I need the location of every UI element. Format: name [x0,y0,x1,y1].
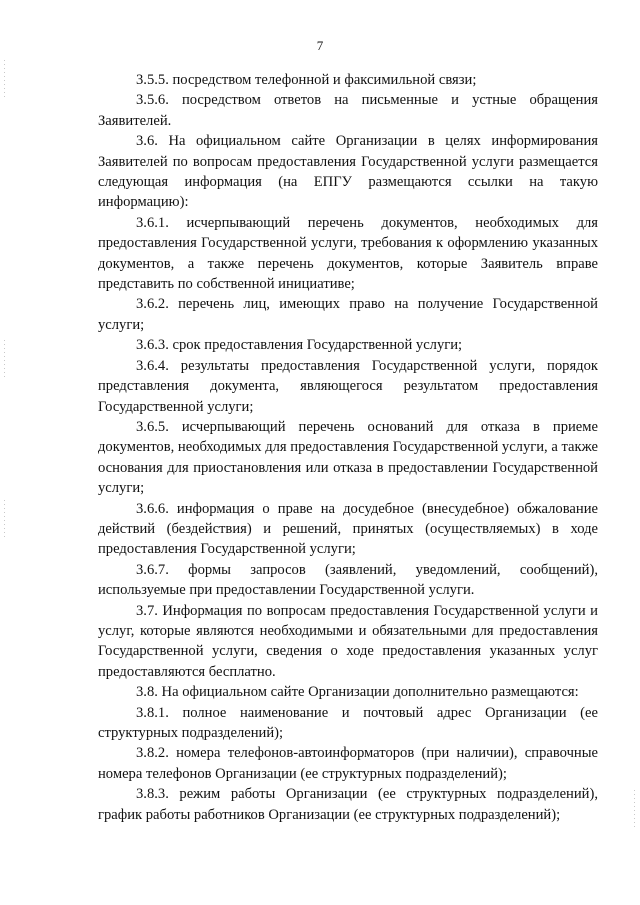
paragraph-3-5-6: 3.5.6. посредством ответов на письменные и устные обращения Заявителей. [98,92,598,129]
paragraph-3-6-3: 3.6.3. срок предоставления Государственной услуги; [136,337,463,354]
paragraph-3-6-6: 3.6.6. информация о праве на досудебное (внесудебное) обжалование действий (бездействия) и решений, принятых (осуществляемых) в ходе предоставления Государственной услуги; [98,500,598,558]
paragraph-3-6-1: 3.6.1. исчерпывающий перечень документов, необходимых для предоставления Государственной услуги, требования к оформлению указанных документов, а также перечень документов, которые Заявитель вправе представить по собственной инициативе; [98,214,598,293]
paragraph-3-8: 3.8. На официальном сайте Организации дополнительно размещаются: [136,684,579,701]
document-body [98,70,598,825]
paragraph-3-6-5: 3.6.5. исчерпывающий перечень оснований для отказа в приеме документов, необходимых для предоставления Государственной услуги, а также основания для приостановления или отказа в предоставлении Государственной услуги; [98,418,598,497]
paragraph-3-7: 3.7. Информация по вопросам предоставления Государственной услуги и услуг, которые являются необходимыми и обязательными для предоставления Государственной услуги, сведения о ходе предоставления указанных услуг предоставляются бесплатно. [98,602,598,680]
paragraph-3-8-1: 3.8.1. полное наименование и почтовый адрес Организации (ее структурных подразделений); [98,704,598,741]
scan-edge-left-middle [4,340,5,380]
paragraph-3-5-5: 3.5.5. посредством телефонной и факсимильной связи; [136,72,477,88]
paragraph-3-8-2: 3.8.2. номера телефонов-автоинформаторов (при наличии), справочные номера телефонов Организации (ее структурных подразделений); [98,745,598,782]
scan-edge-left-lower [4,500,5,540]
paragraph-3-6-7: 3.6.7. формы запросов (заявлений, уведомлений, сообщений), используемые при предоставлении Государственной услуги. [98,561,598,599]
paragraph-3-8-3: 3.8.3. режим работы Организации (ее структурных подразделений), график работы работников Организации (ее структурных подразделений); [98,786,598,823]
paragraph-3-6: 3.6. На официальном сайте Организации в целях информирования Заявителей по вопросам предоставления Государственной услуги размещается следующая информация (на ЕПГУ размещаются ссылки на такую информацию): [98,133,598,211]
paragraph-3-6-2: 3.6.2. перечень лиц, имеющих право на получение Государственной услуги; [98,296,598,333]
page-number: 7 [316,38,324,53]
scan-edge-left-top [4,60,5,100]
paragraph-3-6-4: 3.6.4. результаты предоставления Государственной услуги, порядок представления документа, являющегося результатом предоставления Государственной услуги; [98,357,598,415]
scan-edge-right-bottom [634,790,635,830]
